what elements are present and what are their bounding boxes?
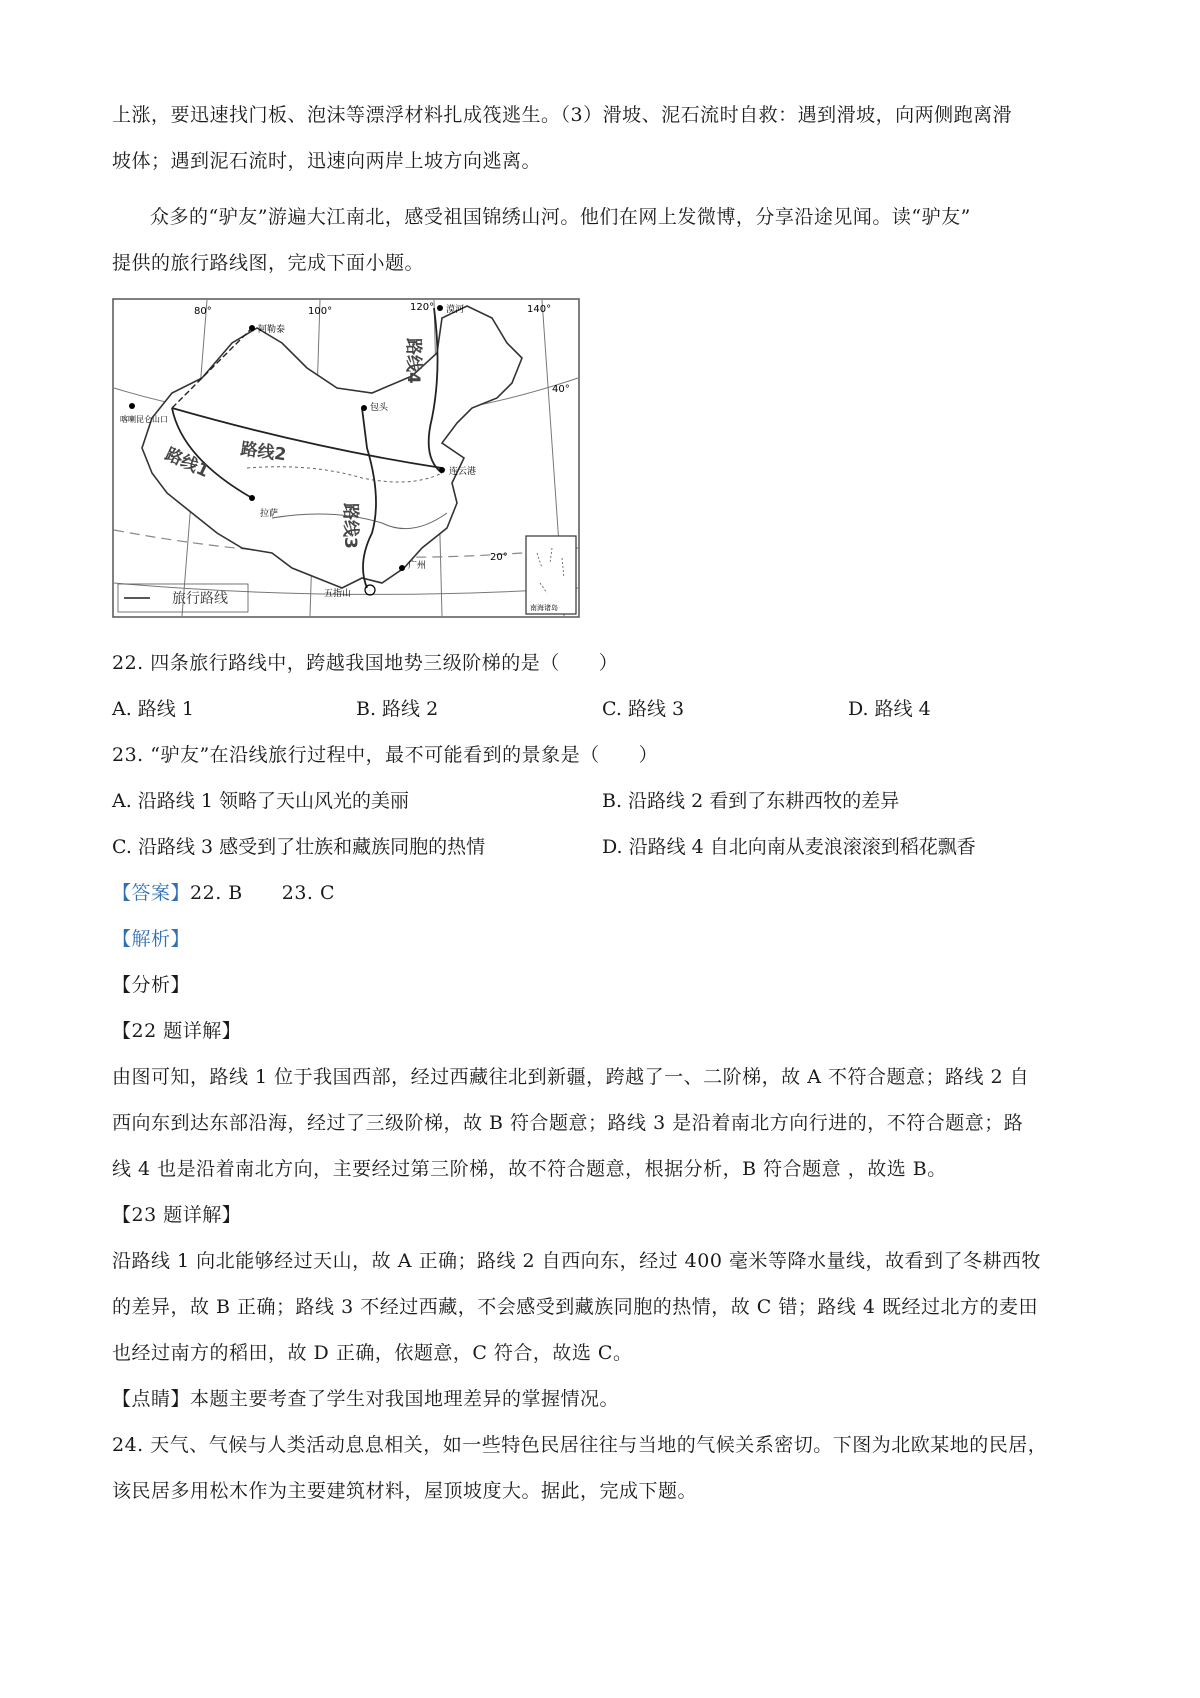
lat-label-40: 40°	[552, 384, 570, 395]
q24-line-1: 24. 天气、气候与人类活动息息相关，如一些特色民居往往与当地的气候关系密切。下图为北欧某地的民居，	[112, 1434, 1048, 1456]
city-dot-mohe	[437, 305, 443, 311]
city-label-baotou: 包头	[370, 403, 389, 413]
city-dot-baotou	[361, 405, 367, 411]
legend-label: 旅行路线	[172, 591, 228, 607]
city-label-lasa: 拉萨	[260, 509, 279, 519]
intro-line-2: 坡体；遇到泥石流时，迅速向两岸上坡方向逃离。	[112, 150, 542, 172]
city-dot-aletai	[249, 325, 255, 331]
passage-line-1: 众多的“驴友”游遍大江南北，感受祖国锦绣山河。他们在网上发微博，分享沿途见闻。读“驴友”	[150, 206, 971, 228]
answer-text: 22. B 23. C	[190, 882, 336, 904]
q23-detail-line-2: 的差异，故 B 正确；路线 3 不经过西藏，不会感受到藏族同胞的热情，故 C 错；路线 4 既经过北方的麦田	[112, 1296, 1038, 1318]
lon-label-100: 100°	[308, 306, 333, 317]
answer-line	[112, 878, 335, 905]
lon-label-140: 140°	[527, 304, 552, 315]
answer-label: 【答案】	[112, 882, 191, 904]
city-dot-lianyungang	[439, 467, 445, 473]
city-dot-lasa	[249, 495, 255, 501]
lon-label-120: 120°	[410, 302, 435, 313]
q24-line-2: 该民居多用松木作为主要建筑材料，屋顶坡度大。据此，完成下题。	[112, 1480, 698, 1502]
q22-option-d: D. 路线 4	[848, 698, 931, 720]
q23-detail-title: 【23 题详解】	[112, 1204, 242, 1226]
city-label-mohe: 漠河	[446, 305, 465, 315]
city-label-lianyungang: 连云港	[449, 467, 477, 477]
q22-detail-line-2: 西向东到达东部沿海，经过了三级阶梯，故 B 符合题意；路线 3 是沿着南北方向行进的，不符合题意；路	[112, 1112, 1024, 1134]
q22-detail-line-3: 线 4 也是沿着南北方向，主要经过第三阶梯，故不符合题意，根据分析，B 符合题意 ，故选 B。	[112, 1158, 947, 1180]
route-label-4: 路线4	[403, 338, 423, 384]
city-label-guangzhou: 广州	[408, 561, 427, 571]
city-label-aletai: 阿勒泰	[258, 325, 286, 335]
city-label-karakoram: 喀喇昆仑山口	[120, 415, 168, 424]
city-dot-karakoram	[129, 403, 135, 409]
intro-line-1: 上涨，要迅速找门板、泡沫等漂浮材料扎成筏逃生。（3）滑坡、泥石流时自救：遇到滑坡，向两侧跑离滑	[112, 104, 1013, 126]
inset-box	[526, 536, 576, 614]
route-label-3: 路线3	[340, 503, 360, 549]
q23-detail-line-3: 也经过南方的稻田，故 D 正确，依题意，C 符合，故选 C。	[112, 1342, 633, 1364]
q22-option-b: B. 路线 2	[356, 698, 439, 720]
route-label-1: 路线1	[161, 444, 212, 482]
q22-stem: 22. 四条旅行路线中，跨越我国地势三级阶梯的是（ ）	[112, 652, 619, 674]
passage-line-2: 提供的旅行路线图，完成下面小题。	[112, 252, 425, 274]
city-dot-guangzhou	[399, 565, 405, 571]
lon-label-80: 80°	[194, 306, 212, 317]
q22-option-a: A. 路线 1	[112, 698, 194, 720]
q23-option-a: A. 沿路线 1 领略了天山风光的美丽	[112, 790, 409, 812]
lat-label-20: 20°	[490, 552, 508, 563]
city-label-wuzhishan: 五指山	[324, 589, 352, 599]
q23-stem: 23. “驴友”在沿线旅行过程中，最不可能看到的景象是（ ）	[112, 744, 659, 766]
travel-route-map	[112, 298, 580, 618]
q22-detail-line-1: 由图可知，路线 1 位于我国西部，经过西藏往北到新疆，跨越了一、二阶梯，故 A 不符合题意；路线 2 自	[112, 1066, 1030, 1088]
q23-option-d: D. 沿路线 4 自北向南从麦浪滚滚到稻花飘香	[602, 836, 976, 858]
route-label-2: 路线2	[239, 439, 288, 466]
q22-option-c: C. 路线 3	[602, 698, 685, 720]
q22-detail-title: 【22 题详解】	[112, 1020, 242, 1042]
fenxi-label: 【分析】	[112, 974, 191, 996]
q23-option-c: C. 沿路线 3 感受到了壮族和藏族同胞的热情	[112, 836, 486, 858]
analysis-label: 【解析】	[112, 928, 191, 950]
q23-detail-line-1: 沿路线 1 向北能够经过天山，故 A 正确；路线 2 自西向东，经过 400 毫米等降水量线，故看到了冬耕西牧	[112, 1250, 1041, 1272]
inset-label: 南海诸岛	[530, 604, 558, 612]
q23-option-b: B. 沿路线 2 看到了东耕西牧的差异	[602, 790, 900, 812]
dianjing-line: 【点睛】本题主要考查了学生对我国地理差异的掌握情况。	[112, 1388, 620, 1410]
